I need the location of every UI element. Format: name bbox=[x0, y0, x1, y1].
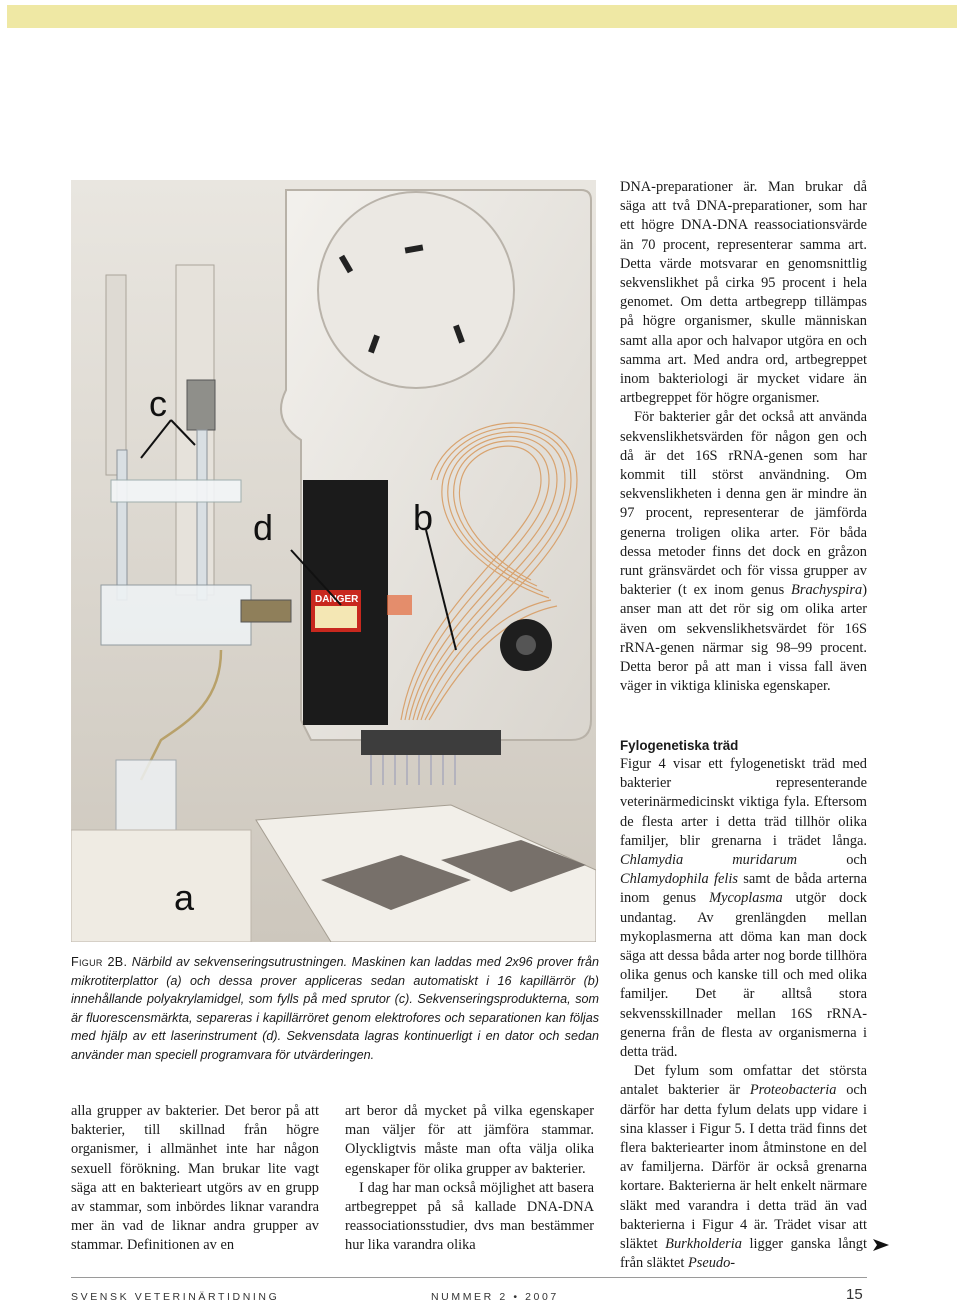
footer-rule bbox=[71, 1277, 867, 1278]
paragraph bbox=[620, 755, 867, 1062]
text-run: och därför har detta fylum delats upp vidare i sina klasser i Figur 5. I detta träd finns det flera bakteriearter inom åtminstone en del av familjerna. Därför är också grenarna kortare. Bakterierna är helt enkelt närmare släkt med varandra i detta träd än vad bakterierna i Figur 4 är. Trädet visar att släktet bbox=[620, 1082, 867, 1253]
genus-name: Pseudo- bbox=[687, 1255, 736, 1272]
paragraph: alla grupper av bakterier. Det beror på att bakterier, till skillnad från högre organismer, i allmänhet inte har någon sexuell förökning. Man brukar lite vagt säga att en bakterieart utgörs av en grupp av stammar, som inbördes liknar varandra mer än vad de liknar andra grupper av stammar. Definitionen av en bbox=[71, 1103, 319, 1254]
paragraph: DNA-preparationer är. Man brukar då säga att två DNA-preparationer, som har ett högre DNA-DNA reassociationsvärde än 70 procent, representerar samma art. Detta värde motsvarar en genomsnittlig sekvenslikhet på cirka 95 procent i hela genomet. Om detta artbegrepp tillämpas på högre organismer, skulle människan samt alla apor och halvapor utgöra en och samma art. Med andra ord, artbegreppet inom bakteriologi är mycket vidare än artbegreppet för högre organismer. bbox=[620, 179, 867, 407]
text-run: Det fylum som omfattar det största antalet bakterier är bbox=[620, 1063, 867, 1099]
footer-journal: SVENSK VETERINÄRTIDNING bbox=[71, 1291, 280, 1303]
text-run: ) anser man att det rör sig om olika arter även om sekvenslikhetsvärdet för 16S rRNA-genen närmar sig 98–99 procent. Detta beror på att man i vissa fall även väger in viktiga kliniska egenskaper. bbox=[620, 582, 867, 695]
label-a: a bbox=[174, 877, 195, 918]
buffer-vial bbox=[116, 760, 176, 830]
label-d: d bbox=[253, 507, 274, 548]
column-middle bbox=[345, 1102, 594, 1256]
sequencer-photo bbox=[71, 180, 596, 942]
genus-name: Burkholderia bbox=[665, 1236, 742, 1253]
page-number: 15 bbox=[846, 1286, 863, 1303]
syringe-cap bbox=[187, 380, 215, 430]
figure-caption bbox=[71, 953, 599, 1064]
continue-arrow-icon bbox=[872, 1238, 890, 1252]
column-left bbox=[71, 1102, 319, 1256]
danger-label: DANGER bbox=[315, 594, 359, 605]
text-run: och bbox=[797, 852, 867, 869]
paragraph bbox=[620, 408, 867, 696]
genus-name: Mycoplasma bbox=[709, 890, 783, 907]
genus-name: Brachyspira bbox=[791, 582, 863, 599]
paragraph bbox=[620, 1062, 867, 1273]
label-b: b bbox=[413, 497, 434, 538]
label-c: c bbox=[149, 383, 167, 424]
syringe-right bbox=[197, 430, 207, 600]
text-run: ligger ganska långt från släktet bbox=[620, 1236, 867, 1272]
section-heading: Fylogenetiska träd bbox=[620, 738, 739, 753]
sequencer-illustration bbox=[71, 180, 596, 942]
text-run: Figur 4 visar ett fylogenetiskt träd med bakterier representerande veterinärmedicinskt viktiga fyla. Eftersom de flesta arter i detta träd tillhör olika familjer, blir grenarna i trädet långa. bbox=[620, 756, 867, 849]
caption-label: Figur 2B. bbox=[71, 955, 128, 969]
rotor-disc bbox=[318, 192, 514, 388]
caption-text: Närbild av sekvenseringsutrustningen. Maskinen kan laddas med 2x96 prover från mikrotiterplattor (a) och dessa prover appliceras sedan automatiskt i 16 kapillärrör (b) innehållande polyakrylamidgel, som fylls på med sprutor (c). Sekvenseringsprodukterna, som är fluorescensmärkta, separeras i kapillärröret genom elektrofores och separationen kan följas med hjälp av ett laserinstrument (d). Sekvensdata lagras kontinuerligt i en dator och sedan använder man speciell programvara för utvärderingen. bbox=[71, 955, 599, 1062]
text-run: För bakterier går det också att använda sekvenslikhetsvärden för någon gen och då är det 16S rRNA-genen som har kommit till störst användning. Om sekvenslikheten i denna gen är mindre än 97 procent, representerar de jämförda generna troligen olika arter. För båda dessa metoder finns det dock en gråzon runt gränsvärdet och för vissa grupper av bakterier (t ex inom genus bbox=[620, 409, 867, 599]
top-color-band bbox=[7, 5, 957, 28]
footer-issue: NUMMER 2 • 2007 bbox=[431, 1291, 559, 1303]
text-run: utgör dock undantag. Av grenlängden mellan mykoplasmerna att döma kan man dock säga att dessa båda arter nog borde tillhöra olika genus och kanske till och med olika familjer. Det är alltså stora sekvensskillnader mellan 16S rRNA-generna från de flesta av organismerna i detta träd. bbox=[620, 890, 867, 1061]
phylum-name: Proteobacteria bbox=[749, 1082, 837, 1099]
syringe-left bbox=[117, 450, 127, 600]
species-name: Chlamydophila felis bbox=[620, 871, 739, 888]
paragraph: I dag har man också möjlighet att basera artbegreppet på så kallade DNA-DNA reassociationsstudier, dvs man bestämmer hur lika varandra olika bbox=[345, 1179, 594, 1254]
text-run: samt de båda arterna inom genus bbox=[620, 871, 867, 907]
column-right-bottom bbox=[620, 736, 867, 1273]
species-name: Chlamydia muridarum bbox=[620, 852, 798, 869]
valve-block bbox=[101, 585, 251, 645]
column-right-top bbox=[620, 178, 867, 696]
paragraph: art beror då mycket på vilka egenskaper man väljer för att jämföra stammar. Olyckligtvis måste man ofta välja olika egenskaper för olika grupper av bakterier. bbox=[345, 1103, 594, 1177]
